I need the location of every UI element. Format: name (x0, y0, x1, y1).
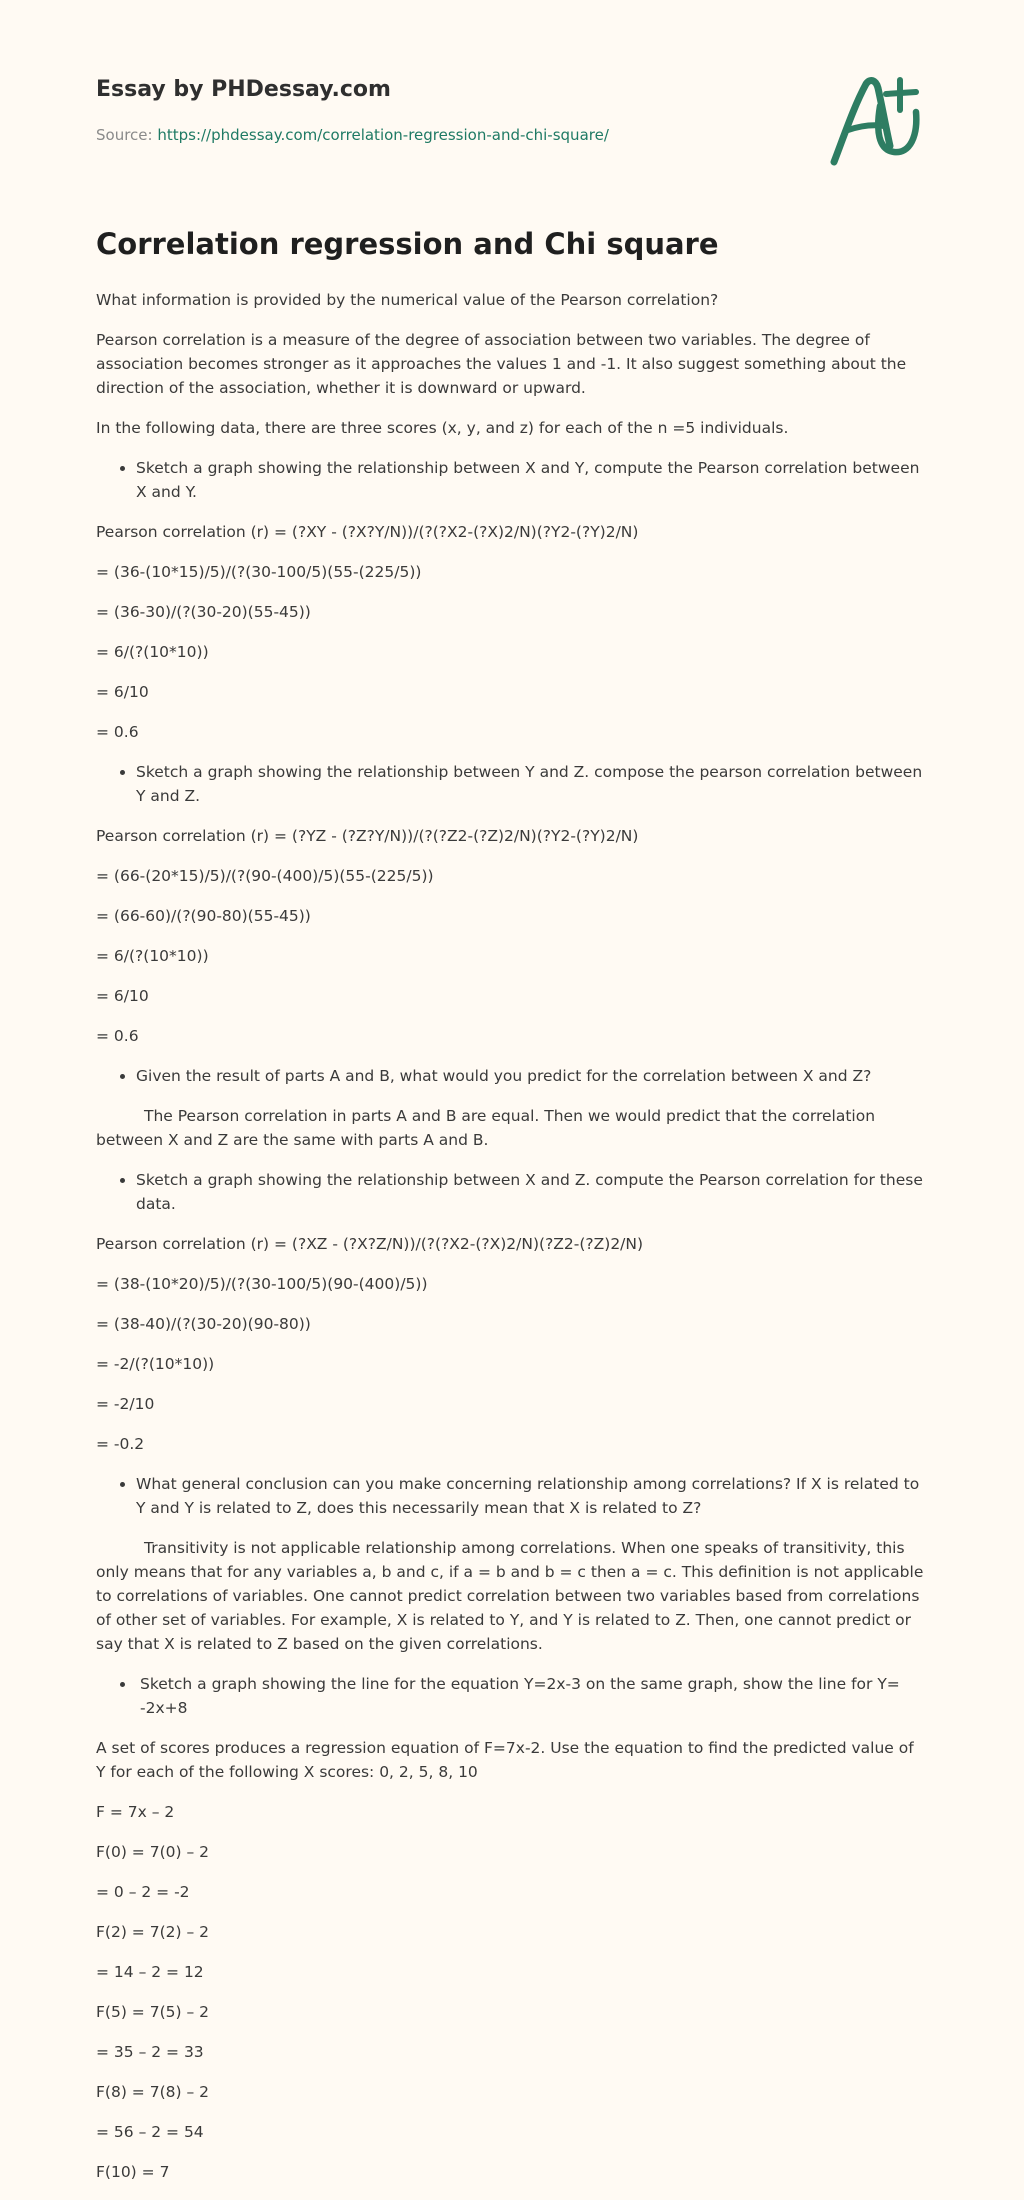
paragraph: = 0.6 (96, 1027, 139, 1045)
paragraph: = (66-60)/(?(90-80)(55-45)) (96, 907, 311, 925)
paragraph: = 0.6 (96, 723, 139, 741)
paragraph: = 0 – 2 = -2 (96, 1883, 190, 1901)
paragraph: The Pearson correlation in parts A and B are equal. Then we would predict that the correlation between X and Z are the same with parts A and B. (96, 1107, 876, 1149)
paragraph: A set of scores produces a regression equation of F=7x-2. Use the equation to find the predicted value of Y for each of the following X scores: 0, 2, 5, 8, 10 (96, 1739, 914, 1781)
paragraph: Pearson correlation is a measure of the degree of association between two variables. The degree of association becomes stronger as it approaches the values 1 and -1. It also suggest something about the direction of the association, whether it is downward or upward. (96, 331, 907, 397)
paragraph: F(5) = 7(5) – 2 (96, 2003, 209, 2021)
list-item: • Sketch a graph showing the relationship between X and Y, compute the Pearson correlation between X and Y. (136, 456, 928, 504)
paragraph: = 6/10 (96, 987, 149, 1005)
list-item: • Sketch a graph showing the line for the equation Y=2x-3 on the same graph, show the line for Y= -2x+8 (136, 1672, 928, 1720)
list-item: • Sketch a graph showing the relationship between Y and Z. compose the pearson correlation between Y and Z. (136, 760, 928, 808)
list-item: • Given the result of parts A and B, what would you predict for the correlation between X and Z? (136, 1064, 928, 1088)
article (96, 222, 928, 2200)
paragraph: = 6/(?(10*10)) (96, 643, 209, 661)
paragraph: In the following data, there are three scores (x, y, and z) for each of the n =5 individuals. (96, 419, 789, 437)
paragraph: What information is provided by the numerical value of the Pearson correlation? (96, 291, 719, 309)
article-body (96, 288, 928, 2184)
source-line (96, 124, 928, 146)
paragraph: F(8) = 7(8) – 2 (96, 2083, 209, 2101)
paragraph: Pearson correlation (r) = (?XY - (?X?Y/N))/(?(?X2-(?X)2/N)(?Y2-(?Y)2/N) (96, 523, 639, 541)
a-plus-logo-icon (820, 66, 930, 176)
paragraph: = -2/10 (96, 1395, 155, 1413)
paragraph: = (38-(10*20)/5)/(?(30-100/5)(90-(400)/5)) (96, 1275, 428, 1293)
bullet-list (96, 1064, 928, 1088)
paragraph: = 56 – 2 = 54 (96, 2123, 204, 2141)
bullet-list (96, 1472, 928, 1520)
paragraph: Pearson correlation (r) = (?YZ - (?Z?Y/N))/(?(?Z2-(?Z)2/N)(?Y2-(?Y)2/N) (96, 827, 639, 845)
paragraph: = (66-(20*15)/5)/(?(90-(400)/5)(55-(225/5)) (96, 867, 434, 885)
paragraph: = -0.2 (96, 1435, 145, 1453)
paragraph: F = 7x – 2 (96, 1803, 175, 1821)
paragraph: = (36-(10*15)/5)/(?(30-100/5)(55-(225/5)) (96, 563, 422, 581)
paragraph: Transitivity is not applicable relationship among correlations. When one speaks of transitivity, this only means that for any variables a, b and c, if a = b and b = c then a = c. This definition is not applicable to correlations of variables. One cannot predict correlation between two variables based from correlations of other set of variables. For example, X is related to Y, and Y is related to Z. Then, one cannot predict or say that X is related to Z based on the given correlations. (96, 1539, 924, 1653)
source-label: Source: (96, 126, 158, 144)
paragraph: F(0) = 7(0) – 2 (96, 1843, 209, 1861)
paragraph: = 6/(?(10*10)) (96, 947, 209, 965)
paragraph: = -2/(?(10*10)) (96, 1355, 215, 1373)
paragraph: = (36-30)/(?(30-20)(55-45)) (96, 603, 311, 621)
bullet-list (96, 456, 928, 504)
bullet-list (96, 1168, 928, 1216)
bullet-list (96, 1672, 928, 1720)
paragraph: Pearson correlation (r) = (?XZ - (?X?Z/N))/(?(?X2-(?X)2/N)(?Z2-(?Z)2/N) (96, 1235, 644, 1253)
paragraph: = 6/10 (96, 683, 149, 701)
list-item: • What general conclusion can you make concerning relationship among correlations? If X is related to Y and Y is related to Z, does this necessarily mean that X is related to Z? (136, 1472, 928, 1520)
bullet-list (96, 760, 928, 808)
header (96, 74, 928, 146)
site-brand: Essay by PHDessay.com (96, 77, 391, 102)
paragraph: = 14 – 2 = 12 (96, 1963, 204, 1981)
paragraph: F(10) = 7 (96, 2163, 170, 2181)
list-item: • Sketch a graph showing the relationship between X and Z. compute the Pearson correlation for these data. (136, 1168, 928, 1216)
paragraph: F(2) = 7(2) – 2 (96, 1923, 209, 1941)
source-link[interactable]: https://phdessay.com/correlation-regression-and-chi-square/ (157, 126, 609, 144)
paragraph: = 35 – 2 = 33 (96, 2043, 204, 2061)
paragraph: = (38-40)/(?(30-20)(90-80)) (96, 1315, 311, 1333)
article-title: Correlation regression and Chi square (96, 227, 719, 261)
